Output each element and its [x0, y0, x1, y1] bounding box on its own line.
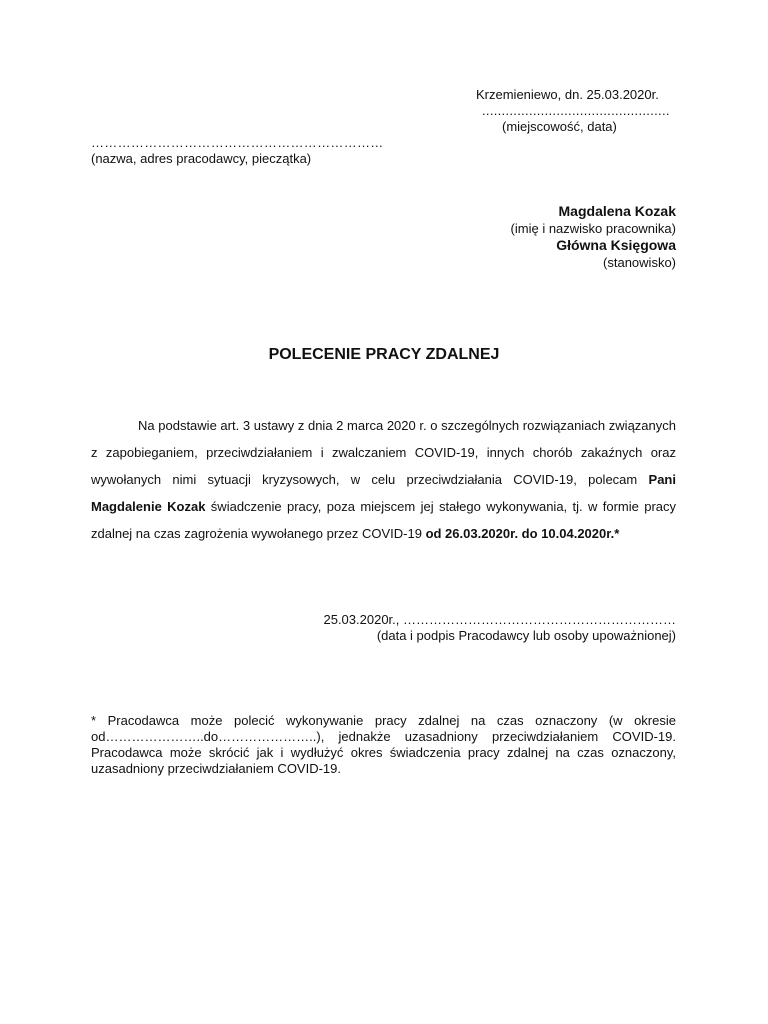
employer-caption: (nazwa, adres pracodawcy, pieczątka) [91, 151, 312, 166]
employee-name-caption: (imię i nazwisko pracownika) [510, 221, 676, 236]
employee-position-caption: (stanowisko) [603, 255, 676, 270]
document-title: POLECENIE PRACY ZDALNEJ [268, 346, 500, 363]
signature-caption: (data i podpis Pracodawcy lub osoby upoważnionej) [376, 628, 676, 643]
body-text-part1: Na podstawie art. 3 ustawy z dnia 2 marca 2020 r. o szczególnych rozwiązaniach związanych z zapobieganiem, przeciwdziałaniem i zwalczaniem COVID-19, innych chorób zakaźnych oraz wywołanych nimi sytuacji kryzysowych, w celu przeciwdziałania COVID-19, polecam [91, 418, 676, 487]
employee-position: Główna Księgowa [556, 237, 676, 253]
body-employee-name: Pani Magdalenie Kozak [91, 472, 676, 514]
employee-name: Magdalena Kozak [558, 203, 676, 219]
body-period: od 26.03.2020r. do 10.04.2020r.* [425, 526, 620, 541]
place-date: Krzemieniewo, dn. 25.03.2020r. [476, 87, 659, 102]
body-text-part2: świadczenie pracy, poza miejscem jej stałego wykonywania, tj. w formie pracy zdalnej na czas zagrożenia wywołanego przez COVID-19 [91, 499, 676, 541]
body-paragraph [91, 412, 676, 547]
signature-line: 25.03.2020r., ……………………………………………………… [323, 612, 676, 627]
footnote: * Pracodawca może polecić wykonywanie pracy zdalnej na czas oznaczony (w okresie od…………………..do…………………..), jednakże uzasadniony przeciwdziałaniem COVID-19. Pracodawca może skrócić jak i wydłużyć okres świadczenia pracy zdalnej na czas oznaczony, uzasadniony przeciwdziałaniem COVID-19. [91, 713, 676, 776]
employer-dotted-line: ………………………………………………………… [91, 135, 384, 150]
place-date-dotted-line: ................................................ [482, 103, 670, 118]
place-date-caption: (miejscowość, data) [502, 119, 617, 134]
